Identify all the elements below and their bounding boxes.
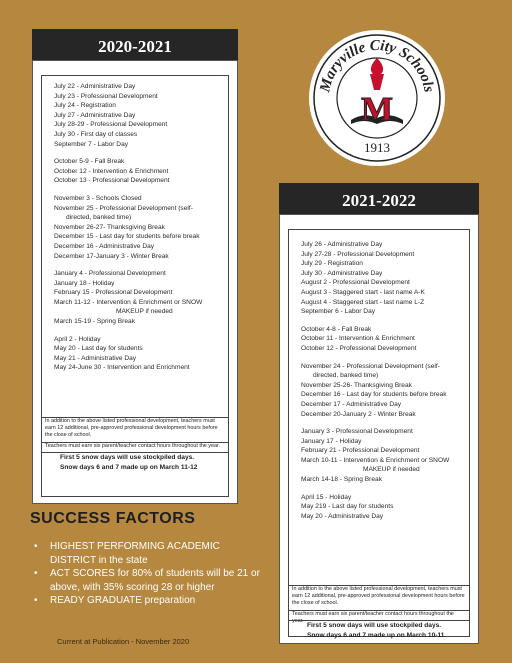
calendar-entry: March 10-11 - Intervention & Enrichment or SNOW [301, 456, 450, 464]
calendar-entry: May 20 - Administrative Day [301, 512, 384, 520]
calendar-entry: July 24 - Registration [54, 102, 116, 110]
calendar-entry: July 23 - Professional Development [54, 92, 158, 100]
calendar-entry: November 3 - Schools Closed [54, 194, 142, 202]
success-item: • HIGHEST PERFORMING ACADEMIC DISTRICT in the state [34, 540, 264, 567]
calendar-entry: October 4-8 - Fall Break [301, 325, 372, 333]
success-factors-list [34, 540, 264, 608]
banner-2021 [279, 183, 479, 214]
success-factors-title: SUCCESS FACTORS [30, 510, 196, 527]
calendar-entry: July 28-29 - Professional Development [54, 121, 168, 129]
seal-name: Maryville City Schools [317, 37, 437, 94]
calendar-entry: MAKEUP if needed [363, 466, 420, 474]
calendar-2020 [32, 60, 238, 504]
calendar-entry: July 30 - First day of classes [54, 130, 138, 138]
contact-note-2020: Teachers must earn six parent/teacher contact hours throughout the year. [42, 442, 228, 450]
calendar-entry: September 6 - Labor Day [301, 308, 376, 316]
calendar-entry: November 25-26- Thanksgiving Break [301, 381, 412, 389]
calendar-entry: February 15 - Professional Development [54, 289, 173, 297]
calendar-entry: January 17 - Holiday [301, 437, 362, 445]
calendar-entry: MAKEUP if needed [116, 308, 173, 316]
calendar-entry: April 2 - Holiday [54, 335, 101, 343]
calendar-entry: July 30 - Administrative Day [301, 269, 383, 277]
calendar-entry: November 24 - Professional Development (self- [301, 362, 440, 370]
calendar-2021-list [301, 240, 461, 521]
calendar-entry: January 18 - Holiday [54, 279, 115, 287]
calendar-entry: July 26 - Administrative Day [301, 241, 383, 248]
calendar-entry: July 27 - Administrative Day [54, 111, 136, 119]
banner-2020 [32, 29, 238, 60]
calendar-entry: April 15 - Holiday [301, 493, 352, 501]
calendar-entry: December 16 - Administrative Day [54, 242, 155, 250]
success-item: • READY GRADUATE preparation [34, 594, 264, 608]
calendar-entry: October 11 - Intervention & Enrichment [301, 335, 415, 343]
snow-days-2020: First 5 snow days will use stockpiled days. Snow days 6 and 7 made up on March 11-12 [42, 452, 228, 473]
calendar-entry: May 219 - Last day for students [301, 503, 394, 511]
calendar-entry: May 20 - Last day for students [54, 345, 143, 353]
calendar-entry: July 29 - Registration [301, 260, 363, 268]
calendar-entry: November 26-27- Thanksgiving Break [54, 223, 165, 231]
calendar-entry: October 12 - Intervention & Enrichment [54, 167, 169, 175]
calendar-entry: December 17-January 3 - Winter Break [54, 252, 169, 260]
calendar-entry: August 3 - Staggered start - last name A-K [301, 288, 425, 296]
calendar-entry: May 21 - Administrative Day [54, 354, 137, 362]
seal-year: 1913 [364, 140, 390, 155]
calendar-entry: October 5-9 - Fall Break [54, 158, 125, 166]
calendar-entry: July 22 - Administrative Day [54, 83, 136, 90]
calendar-entry: August 4 - Staggered start - last name L-Z [301, 298, 425, 306]
calendar-entry: directed, banked time) [313, 372, 379, 380]
calendar-entry: May 24-June 30 - Intervention and Enrichment [54, 364, 190, 372]
calendar-entry: October 13 - Professional Development [54, 177, 170, 185]
publication-footer: Current at Publication - November 2020 [57, 637, 190, 646]
pd-note-2021: In addition to the above listed professional development, teachers must earn 12 additional, pre-approved professional development hours before the close of school. [289, 585, 469, 607]
calendar-entry: December 15 - Last day for students before break [54, 233, 200, 241]
calendar-entry: December 20-January 2 - Winter Break [301, 410, 416, 418]
district-seal-icon [307, 28, 447, 168]
calendar-entry: August 2 - Professional Development [301, 279, 410, 287]
calendar-entry: March 11-12 - Intervention & Enrichment or SNOW [54, 298, 203, 306]
calendar-entry: March 15-19 - Spring Break [54, 318, 135, 326]
calendar-entry: September 7 - Labor Day [54, 140, 129, 148]
calendar-entry: February 21 - Professional Development [301, 447, 420, 455]
calendar-entry: November 25 - Professional Development (self- [54, 204, 193, 212]
calendar-2021 [279, 214, 479, 644]
calendar-2020-list [54, 82, 220, 373]
calendar-entry: December 16 - Last day for students before break [301, 391, 447, 399]
banner-2020-title: 2020-2021 [98, 37, 172, 56]
snow-days-2021: First 5 snow days will use stockpiled days. Snow days 6 and 7 made up on March 10-11 [289, 620, 469, 641]
pd-note-2020: In addition to the above listed professional development, teachers must earn 12 additional, pre-approved professional development hours before the close of school. [42, 417, 228, 439]
contact-note-2021: Teachers must earn six parent/teacher contact hours throughout the year. [289, 610, 469, 625]
calendar-entry: July 27-28 - Professional Development [301, 250, 415, 258]
calendar-entry: October 12 - Professional Development [301, 344, 417, 352]
banner-2021-title: 2021-2022 [342, 191, 416, 210]
seal-letter: M [360, 91, 394, 128]
success-item: • ACT SCORES for 80% of students will be 21 or above, with 35% scoring 28 or higher [34, 567, 264, 594]
calendar-entry: March 14-18 - Spring Break [301, 476, 382, 484]
calendar-entry: January 4 - Professional Development [54, 270, 166, 278]
calendar-entry: January 3 - Professional Development [301, 428, 413, 436]
calendar-entry: directed, banked time) [66, 214, 132, 222]
calendar-entry: December 17 - Administrative Day [301, 400, 402, 408]
